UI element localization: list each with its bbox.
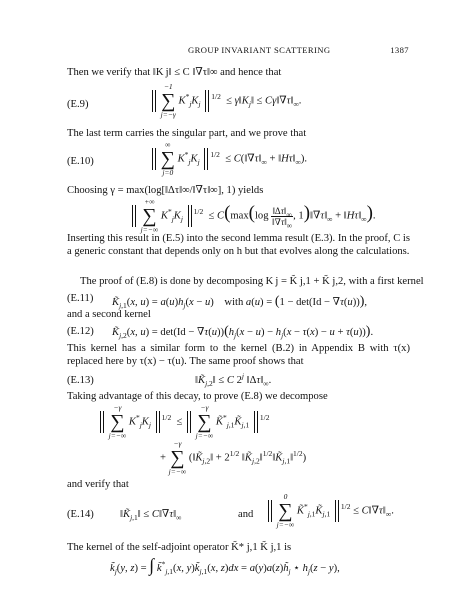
paragraph-verify: and verify that bbox=[67, 479, 129, 490]
equation-e13: $‖K̃_{j,2}‖ \le C$ 2$^j$ $‖\Delta\tau‖_\infty$. bbox=[195, 371, 272, 389]
equation-e14-right: 0 ∑ j=−∞ $K̃^*_{j,1}K̃_{j,1}$ $^{1/2} \le C‖\nabla\tau‖_\infty$. bbox=[266, 493, 394, 529]
paragraph-decomposing: The proof of (E.8) is done by decomposing K j = K̃ j,1 + K̃ j,2, with a first kernel bbox=[80, 276, 424, 287]
equation-e9: −1 ∑ j=−γ $K^*_jK_j$ $^{1/2} \le \gamma‖K_j‖$ ≤ $C\gamma‖\nabla\tau‖_\infty$. bbox=[150, 83, 301, 119]
equation-e14-left: $‖K̃_{j,1}‖$ ≤ $C‖\nabla\tau‖_\infty$ bbox=[120, 509, 182, 523]
paragraph-inserting-result: Inserting this result in (E.5) into the second lemma result (E.3). In the proof, C is a generic constant that depends only on h but that evolves along the calculations. bbox=[67, 233, 410, 257]
paragraph-choosing-gamma: Choosing γ = max(log[‖Δτ‖∞/‖∇τ‖∞], 1) yields bbox=[67, 185, 264, 196]
equation-e14-and: and bbox=[238, 509, 254, 520]
equation-tag-e12: (E.12) bbox=[67, 326, 94, 337]
paragraph-similar-form: This kernel has a similar form to the kernel (B.2) in Appendix B with τ(x) replaced here by τ(x) − τ(u). The same proof shows that bbox=[67, 343, 410, 367]
paragraph-singular-part: The last term carries the singular part, and we prove that bbox=[67, 128, 307, 139]
equation-tag-e10: (E.10) bbox=[67, 156, 94, 167]
equation-tag-e14: (E.14) bbox=[67, 509, 94, 520]
equation-tag-e9: (E.9) bbox=[67, 99, 89, 110]
paragraph-verify-kj: Then we verify that ‖K j‖ ≤ C ‖∇τ‖∞ and hence that bbox=[67, 67, 282, 78]
equation-kernel: $k̃_j(y$, z) = ∫ $k̃^*_{j,1}(x$, $y)k̃_{j,1}(x$, $z)dx = a(y)a(z)h̃_j$ ⋆ $h_j(z - y)$, bbox=[110, 555, 340, 577]
equation-tag-e13: (E.13) bbox=[67, 375, 94, 386]
equation-e12: $K̃_{j,2}(x$, $u) = \det(Id - \nabla\tau(u))(h_j(x - u) - h_j(x - \tau(x) - u + \tau(u)))$. bbox=[112, 324, 374, 341]
paragraph-second-kernel: and a second kernel bbox=[67, 309, 151, 320]
equation-decomposition-line2: + −γ ∑ j=−∞ ($‖K̃_{j,2}‖ + 2^{1/2}$ $‖K̃_{j,2}‖^{1/2}‖K̃_{j,1}‖^{1/2}$) bbox=[160, 439, 307, 476]
running-header-title: GROUP INVARIANT SCATTERING bbox=[188, 45, 331, 55]
equation-e11: $K̃_{j,1}(x$, $u) = a(u)h_j(x - u)$ with a(u) = (1 − det(Id − ∇τ(u))), bbox=[112, 294, 368, 311]
paragraph-self-adjoint: The kernel of the self-adjoint operator K̃* j,1 K̃ j,1 is bbox=[67, 542, 292, 553]
equation-decomposition-line1: −γ ∑ j=−∞ $K^*_jK_j$ $^{1/2}$ ≤ −γ ∑ j=−∞ $K̃^*_{j,1}K̃_{j,1}$ $^{1/2}$ bbox=[98, 404, 269, 440]
equation-result: +∞ ∑ j=−∞ $K^*_jK_j$ $^{1/2}$ ≤ C(max(log $\frac{‖\Delta\tau‖_\infty}{‖\nabla\tau‖_\infty}$ , $1)‖\nabla\tau‖_\infty$ + $‖H\tau‖_\infty$). bbox=[130, 198, 376, 234]
page-number: 1387 bbox=[390, 45, 409, 55]
equation-e10: ∞ ∑ j=0 $K^*_jK_j$ $^{1/2} \le C(‖\nabla\tau‖_\infty$ + $‖H\tau‖_\infty$). bbox=[150, 141, 307, 177]
equation-tag-e11: (E.11) bbox=[67, 293, 94, 304]
paragraph-decay: Taking advantage of this decay, to prove (E.8) we decompose bbox=[67, 391, 328, 402]
